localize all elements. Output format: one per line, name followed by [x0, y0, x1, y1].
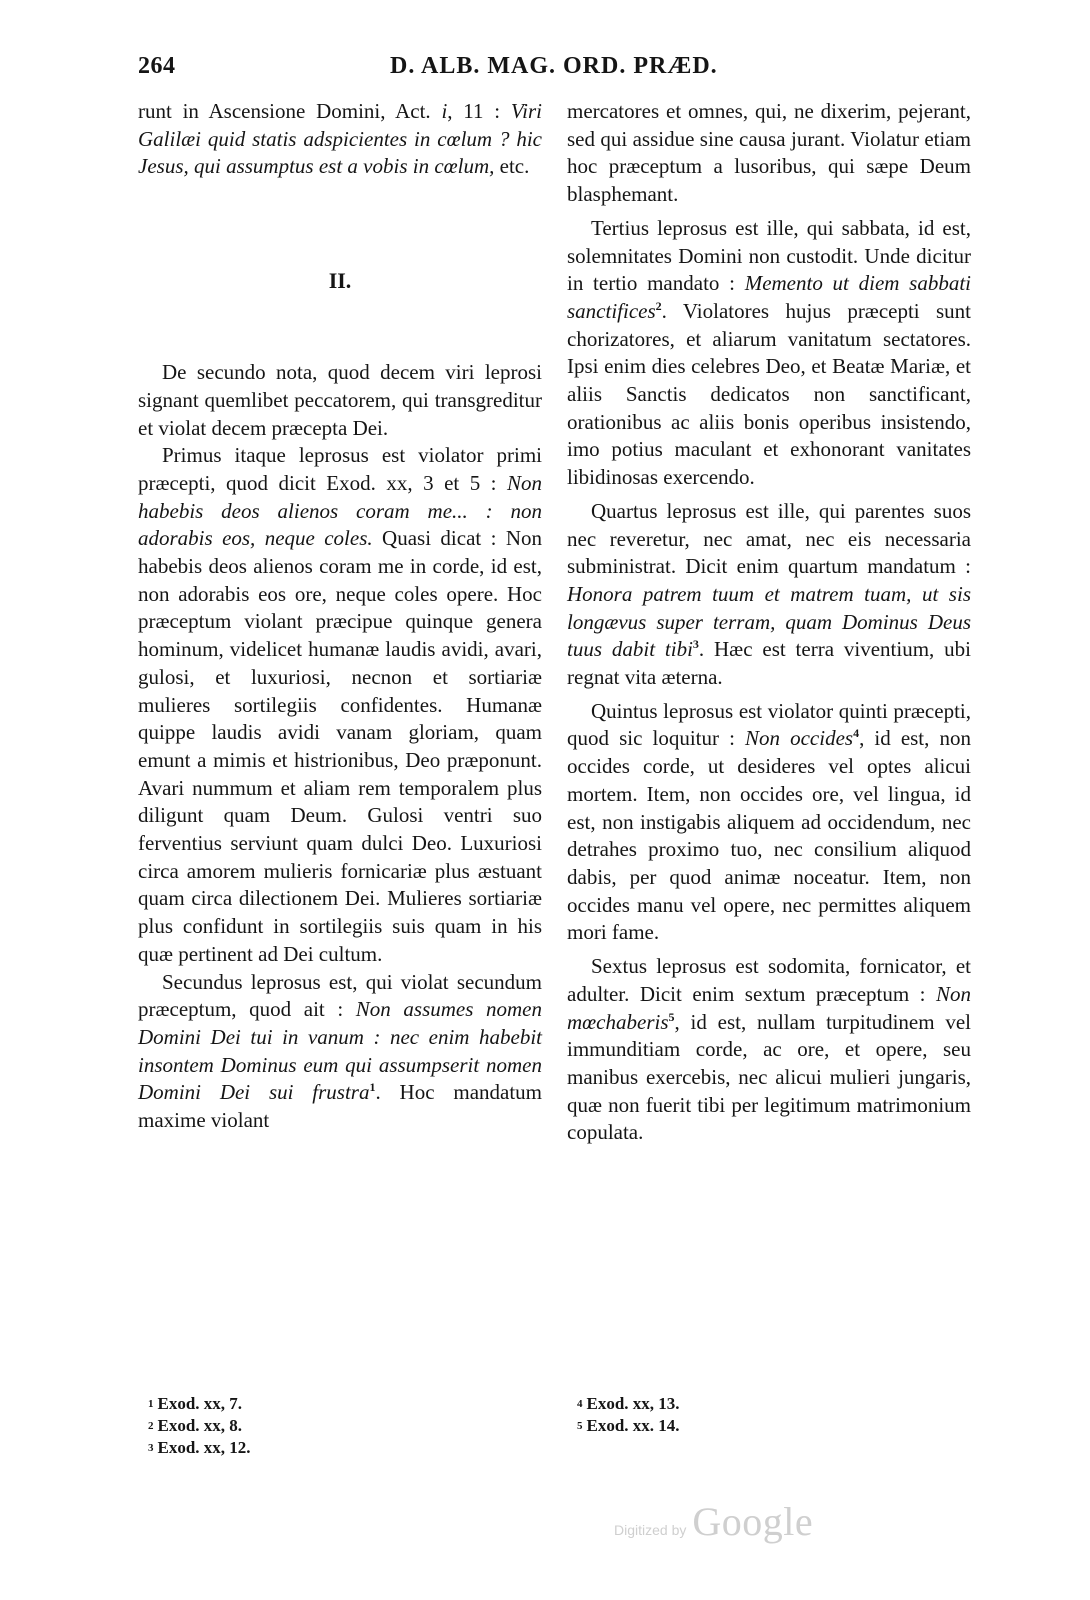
footnote-reference: 3	[692, 637, 699, 652]
digitized-watermark	[614, 1498, 813, 1545]
footnote	[577, 1393, 680, 1415]
text-run: Quartus leprosus est ille, qui parentes suos nec reveretur, nec amat, nec eis necessaria subministrat. Dicit enim quartum mandatum :	[567, 498, 971, 579]
google-logo: Google	[692, 1499, 814, 1544]
paragraph	[138, 442, 542, 968]
text-run: Secundus leprosus est, qui violat secundum præceptum, quod ait :	[138, 969, 542, 1022]
footnote-text: Exod. xx. 14.	[586, 1416, 680, 1435]
text-run: etc.	[494, 154, 530, 179]
italic-text: Non occides	[745, 726, 854, 751]
paragraph	[567, 98, 971, 209]
paragraph	[567, 215, 971, 492]
footnotes-right	[577, 1393, 680, 1437]
text-run: , 11 :	[447, 99, 511, 123]
text-run: Tertius leprosus est ille, qui sabbata, id est, solemnitates Domini non custodit. Unde dicitur in tertio mandato :	[567, 215, 971, 296]
italic-text: Honora patrem tuum et matrem tuam, ut sis longævus super terram, quam Dominus Deus tuus dabit tibi	[567, 581, 971, 662]
paragraph	[567, 698, 971, 947]
footnote-marker: 2	[148, 1420, 154, 1432]
footnote-reference: 4	[853, 726, 860, 741]
footnote-text: Exod. xx, 12.	[157, 1438, 251, 1457]
text-run: . Hæc est terra viventium, ubi regnat vita æterna.	[567, 637, 971, 690]
footnote-reference: 2	[655, 298, 662, 313]
left-column	[138, 98, 542, 1135]
page-header	[138, 53, 970, 93]
footnote	[148, 1437, 251, 1459]
footnote	[577, 1415, 680, 1437]
text-run: Quintus leprosus est violator quinti præcepti, quod sic loquitur :	[567, 698, 971, 751]
paragraph	[138, 98, 542, 181]
paragraph	[138, 969, 542, 1135]
text-run: . Hoc mandatum maxime violant	[138, 1080, 543, 1133]
watermark-prefix: Digitized by	[614, 1522, 687, 1538]
footnote-text: Exod. xx, 13.	[586, 1394, 680, 1413]
text-run: Sextus leprosus est sodomita, fornicator, et adulter. Dicit enim sextum præceptum :	[567, 954, 971, 1006]
text-run: , id est, nullam turpitudinem vel immunditiam corde, ac ore, et opere, seu manibus exercebis, nec alicui mulieri jungaris, quæ non fuerit tibi per legitimum matrimonium copulata.	[567, 1009, 971, 1145]
footnotes-left	[148, 1393, 251, 1459]
section-heading: II.	[328, 268, 352, 294]
text-run: De secundo nota, quod decem viri leprosi signant quemlibet peccatorem, qui transgreditur et violat decem præcepta Dei.	[138, 360, 542, 440]
text-run: mercatores et omnes, qui, ne dixerim, pejerant, sed qui assidue sine causa jurant. Violatur etiam hoc præceptum a lusoribus, qui sæpe Deum blasphemant.	[567, 99, 971, 207]
paragraph	[567, 498, 971, 692]
italic-text: Non mœchaberis	[567, 981, 971, 1034]
footnote-reference: 1	[369, 1080, 376, 1095]
footnote-reference: 5	[668, 1009, 675, 1024]
paragraph	[138, 359, 542, 442]
footnote-marker: 5	[577, 1420, 583, 1432]
footnote-marker: 3	[148, 1442, 154, 1454]
footnote-text: Exod. xx, 8.	[157, 1416, 243, 1435]
text-run: . Violatores hujus præcepti sunt chorizatores, et aliarum vanitatum sectatores. Ipsi enim dies celebres Deo, et Beatæ Mariæ, et aliis Sanctis dedicatos non sanctificant, orationibus ac aliis bonis operibus insistendo, imo potius maculant et exhonorant vanitates libidinosas exercendo.	[567, 298, 971, 490]
italic-text: Memento ut diem sabbati sanctifices	[567, 271, 972, 323]
footnote-text: Exod. xx, 7.	[157, 1394, 243, 1413]
footnote	[148, 1393, 251, 1415]
italic-text: i	[441, 99, 448, 123]
footnote	[148, 1415, 251, 1437]
text-run: runt in Ascensione Domini, Act.	[138, 99, 442, 123]
right-column	[567, 98, 971, 1147]
page-number: 264	[138, 53, 176, 79]
text-run: Quasi dicat : Non habebis deos alienos coram me in corde, id est, non adorabis eos ore, neque coles opere. Hoc præceptum violant præcipue quinque genera hominum, videlicet humanæ laudis avidi, avari, gulosi, et luxuriosi, necnon et sortiariæ mulieres sortilegiis confidentes. Humanæ quippe laudis avidi vanam gloriam, quam emunt a mimis et histrionibus, Deo præponunt. Avari nummum et aliam rem temporalem plus diligunt quam Deum. Gulosi ventri suo ferventius serviunt quam dulci Deo. Luxuriosi circa amorem mulieris fornicariæ plus æstuant quam circa dilectionem Dei. Mulieres sortiariæ plus confidunt in sortilegiis suis quam in his quæ pertinent ad Dei cultum.	[138, 526, 542, 966]
text-run: , id est, non occides corde, ut desideres vel optes alicui mortem. Item, non occides ore, vel lingua, id est, non instigabis aliquem ad occidendum, nec detrahes proximo tuo, nec consilium aliquod dabis, per quod animæ noceatur. Item, non occides manu vel opere, nec permittes aliquem mori fame.	[567, 726, 971, 945]
italic-text: Non habebis deos alienos coram me... : non adorabis eos, neque coles.	[138, 470, 542, 551]
italic-text: Viri Galilæi quid statis adspicientes in cœlum ? hic Jesus, qui assumptus est a vobis in cœlum,	[138, 99, 542, 179]
footnote-marker: 1	[148, 1398, 154, 1410]
italic-text: Non assumes nomen Domini Dei tui in vanum : nec enim habebit insontem Dominus eum qui assumpserit nomen Domini Dei sui frustra	[138, 997, 542, 1105]
text-run: Primus itaque leprosus est violator primi præcepti, quod dicit Exod. xx, 3 et 5 :	[138, 443, 542, 495]
running-head: D. ALB. MAG. ORD. PRÆD.	[390, 53, 718, 79]
paragraph	[567, 953, 971, 1147]
footnote-marker: 4	[577, 1398, 583, 1410]
